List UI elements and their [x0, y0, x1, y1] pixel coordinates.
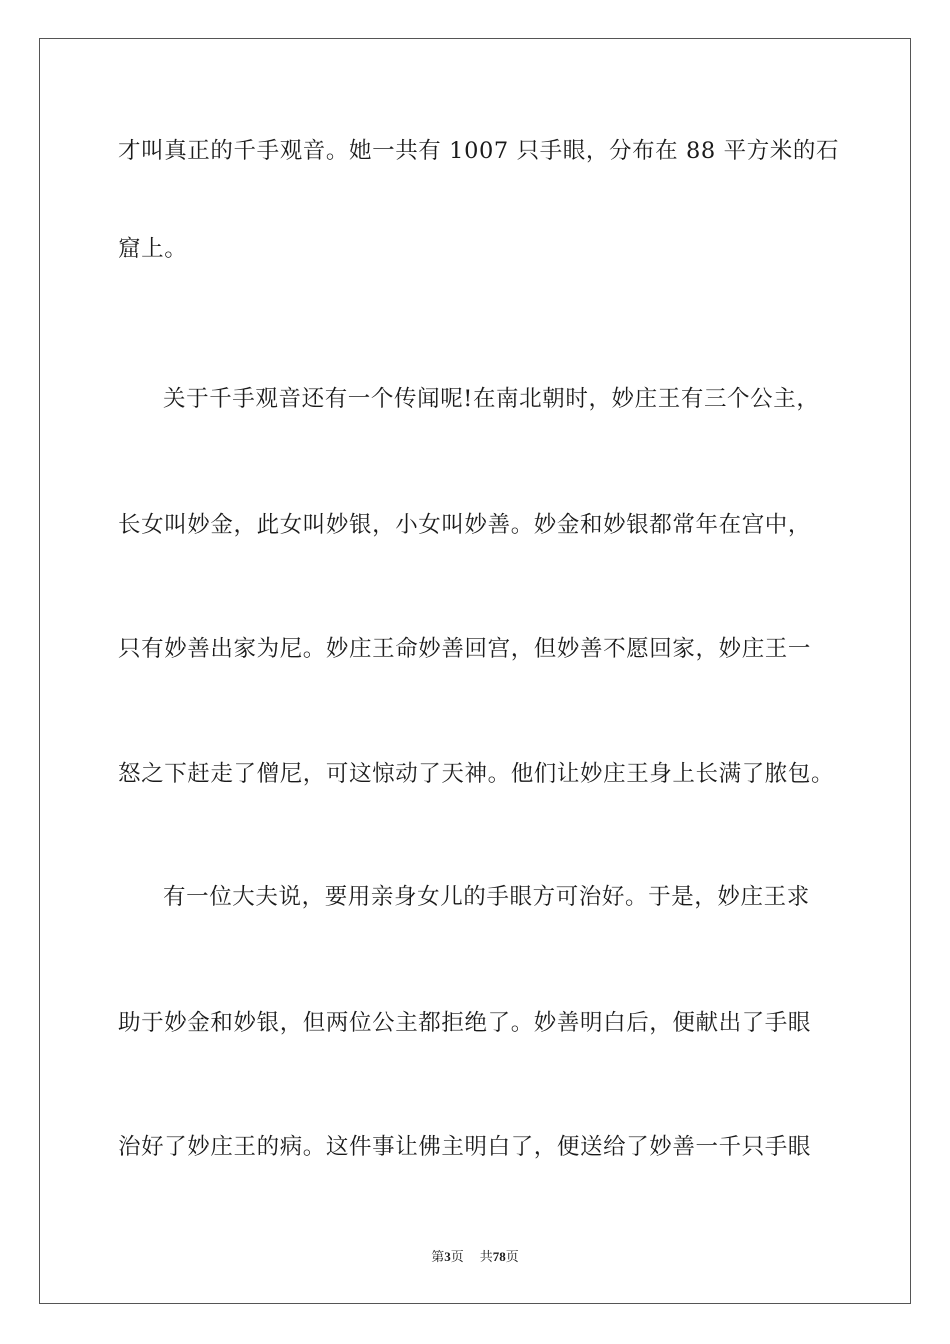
footer-total-pages: 78	[492, 1249, 506, 1264]
text-line-6: 怒之下赶走了僧尼，可这惊动了天神。他们让妙庄王身上长满了脓包。	[118, 761, 835, 787]
footer-page-prefix: 第	[431, 1250, 445, 1265]
page-footer	[0, 1248, 950, 1267]
footer-page-suffix: 页	[450, 1250, 464, 1265]
text-line-3: 关于千手观音还有一个传闻呢!在南北朝时，妙庄王有三个公主，	[163, 386, 820, 412]
text-line-8: 助于妙金和妙银，但两位公主都拒绝了。妙善明白后，便献出了手眼	[118, 1010, 812, 1036]
text-line-2: 窟上。	[118, 236, 188, 262]
text-line-1: 才叫真正的千手观音。她一共有 1007 只手眼，分布在 88 平方米的石	[118, 138, 840, 164]
footer-page-number: 3	[444, 1249, 451, 1264]
text-line-7: 有一位大夫说，要用亲身女儿的手眼方可治好。于是，妙庄王求	[163, 884, 810, 910]
page-border	[39, 38, 911, 1304]
text-line-5: 只有妙善出家为尼。妙庄王命妙善回宫，但妙善不愿回家，妙庄王一	[118, 636, 812, 662]
text-line-4: 长女叫妙金，此女叫妙银，小女叫妙善。妙金和妙银都常年在宫中，	[118, 512, 812, 538]
footer-total-prefix: 共	[479, 1250, 493, 1265]
footer-total-suffix: 页	[505, 1250, 519, 1265]
text-line-9: 治好了妙庄王的病。这件事让佛主明白了，便送给了妙善一千只手眼	[118, 1134, 812, 1160]
